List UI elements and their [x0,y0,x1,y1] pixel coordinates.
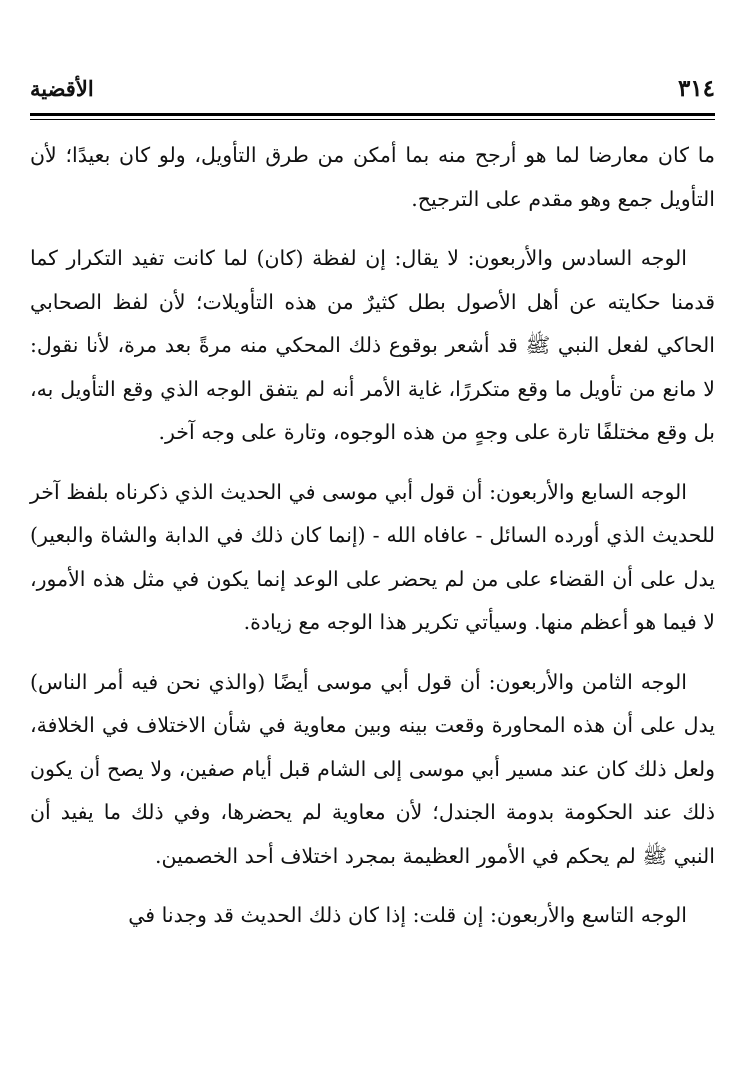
running-title: الأقضية [30,75,94,101]
paragraph-continuation: ما كان معارضا لما هو أرجح منه بما أمكن من طرق التأويل، ولو كان بعيدًا؛ لأن التأويل جمع وهو مقدم على الترجيح. [30,143,715,211]
header-rule-thick [30,113,715,116]
paragraph-aspect-49: الوجه التاسع والأربعون: إن قلت: إذا كان ذلك الحديث قد وجدنا في [128,903,687,927]
body-text [30,134,715,938]
paragraph-aspect-47: الوجه السابع والأربعون: أن قول أبي موسى في الحديث الذي ذكرناه بلفظ آخر للحديث الذي أورده السائل - عافاه الله - (إنما كان ذلك في الدابة والشاة والبعير) يدل على أن القضاء على من لم يحضر على الوعد إنما يكون في مثل هذه الأمور، لا فيما هو أعظم منها. وسيأتي تكرير هذا الوجه مع زيادة. [30,479,715,634]
page-number: ٣١٤ [677,74,715,102]
paragraph-aspect-48: الوجه الثامن والأربعون: أن قول أبي موسى أيضًا (والذي نحن فيه أمر الناس) يدل على أن هذه المحاورة وقعت بينه وبين معاوية في شأن الاختلاف في الخلافة، ولعل ذلك كان عند مسير أبي موسى إلى الشام قبل أيام صفين، ولا يصح أن يكون ذلك عند الحكومة بدومة الجندل؛ لأن معاوية لم يحضرها، وفي ذلك ما يفيد أن النبي ﷺ لم يحكم في الأمور العظيمة بمجرد اختلاف أحد الخصمين. [30,669,715,868]
paragraph-aspect-46: الوجه السادس والأربعون: لا يقال: إن لفظة (كان) لما كانت تفيد التكرار كما قدمنا حكايته عن أهل الأصول بطل كثيرٌ من هذه التأويلات؛ لأن لفظ الصحابي الحاكي لفعل النبي ﷺ قد أشعر بوقوع ذلك المحكي منه مرةً بعد مرة، لأنا نقول: لا مانع من تأويل ما وقع متكررًا، غاية الأمر أنه لم يتفق الوجه الذي وقع التأويل به، بل وقع مختلفًا تارة على وجهٍ من هذه الوجوه، وتارة على وجه آخر. [30,246,715,444]
page-header [30,68,715,108]
header-rule-thin [30,119,715,120]
